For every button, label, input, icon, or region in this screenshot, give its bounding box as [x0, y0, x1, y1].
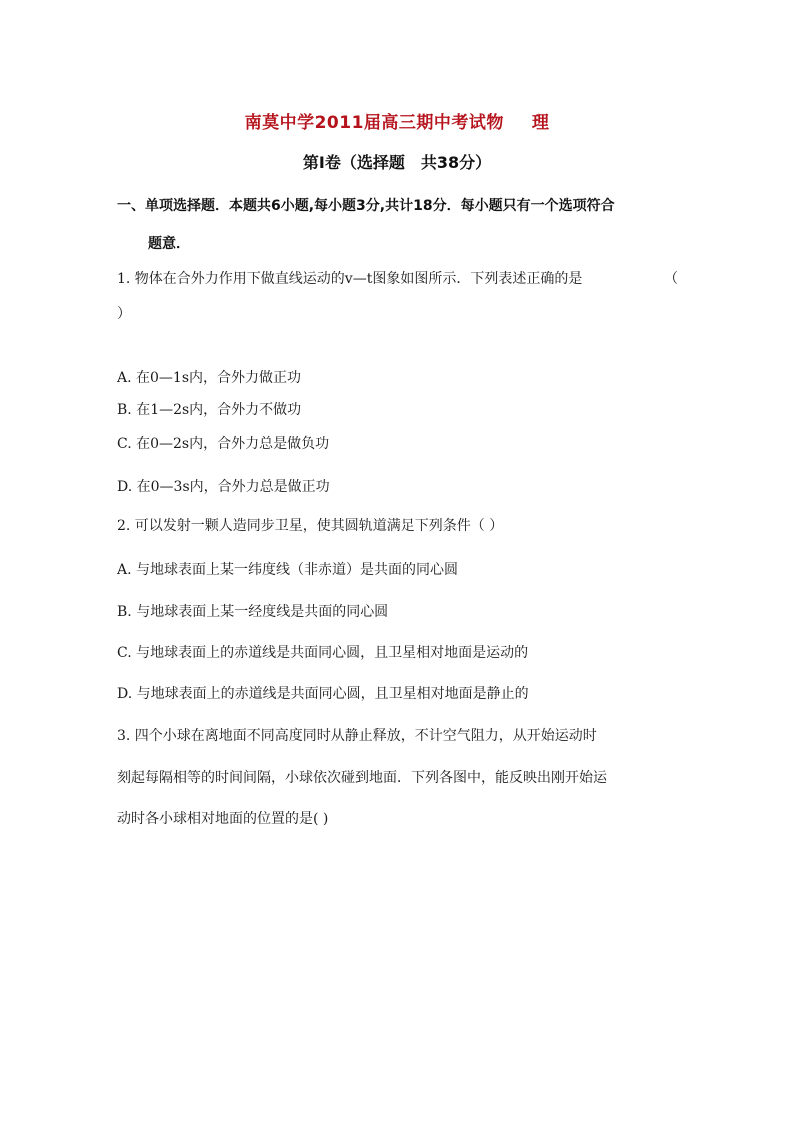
- q3-stem-line1: 3. 四个小球在离地面不同高度同时从静止释放，不计空气阻力，从开始运动时: [117, 728, 597, 744]
- q2-option-c: C. 与地球表面上的赤道线是共面同心圆，且卫星相对地面是运动的: [117, 645, 529, 661]
- q3-stem-line3: 动时各小球相对地面的位置的是( ): [117, 811, 329, 827]
- q2-option-a: A. 与地球表面上某一纬度线（非赤道）是共面的同心圆: [117, 562, 459, 578]
- exam-title-tail: 理: [531, 113, 550, 133]
- volume-heading: 第Ⅰ卷（选择题 共38分）: [302, 153, 492, 172]
- q3-stem-line2: 刻起每隔相等的时间间隔，小球依次碰到地面．下列各图中，能反映出刚开始运: [117, 770, 607, 786]
- section-heading-line1: 一、单项选择题．本题共6小题,每小题3分,共计18分．每小题只有一个选项符合: [117, 198, 615, 214]
- q2-option-b: B. 与地球表面上某一经度线是共面的同心圆: [117, 604, 389, 620]
- q2-stem: 2. 可以发射一颗人造同步卫星，使其圆轨道满足下列条件（ ）: [117, 518, 504, 534]
- q1-paren-open: （: [664, 271, 678, 287]
- exam-title: [0, 108, 794, 133]
- q1-option-c: C. 在0—2s内，合外力总是做负功: [117, 436, 330, 452]
- q1-paren-close: ）: [117, 306, 131, 322]
- exam-title-main: 南莫中学2011届高三期中考试物: [244, 113, 504, 133]
- q1-option-d: D. 在0—3s内，合外力总是做正功: [117, 479, 330, 495]
- q1-option-b: B. 在1—2s内，合外力不做功: [117, 402, 302, 418]
- q2-option-d: D. 与地球表面上的赤道线是共面同心圆，且卫星相对地面是静止的: [117, 686, 529, 702]
- section-heading-line2: 题意．: [148, 236, 190, 252]
- q1-stem: 1. 物体在合外力作用下做直线运动的v—t图象如图所示．下列表述正确的是: [117, 271, 583, 287]
- q1-option-a: A. 在0—1s内，合外力做正功: [117, 370, 302, 386]
